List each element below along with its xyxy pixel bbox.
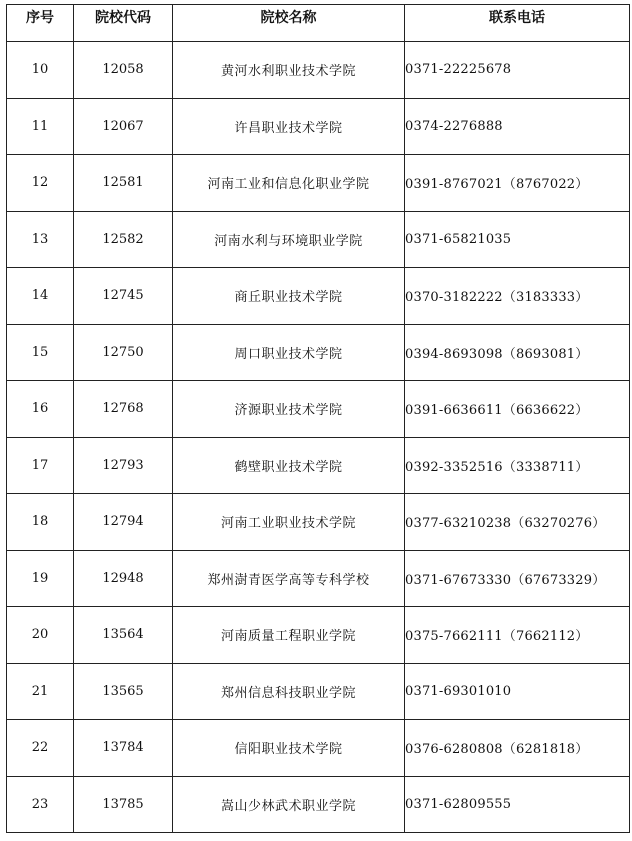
cell-seq: 23: [7, 776, 74, 833]
cell-school-name: 嵩山少林武术职业学院: [173, 776, 405, 833]
cell-seq: 18: [7, 494, 74, 551]
cell-seq: 14: [7, 268, 74, 325]
cell-seq: 16: [7, 381, 74, 438]
cell-phone: 0391-6636611（6636622）: [405, 381, 630, 438]
cell-phone: 0371-65821035: [405, 211, 630, 268]
cell-code: 12745: [74, 268, 173, 325]
cell-school-name: 鹤壁职业技术学院: [173, 437, 405, 494]
cell-phone: 0392-3352516（3338711）: [405, 437, 630, 494]
cell-phone: 0376-6280808（6281818）: [405, 720, 630, 777]
table-row: [7, 324, 630, 381]
cell-code: 12768: [74, 381, 173, 438]
cell-code: 12058: [74, 42, 173, 99]
cell-seq: 22: [7, 720, 74, 777]
cell-school-name: 黄河水利职业技术学院: [173, 42, 405, 99]
cell-school-name: 商丘职业技术学院: [173, 268, 405, 325]
table-row: [7, 268, 630, 325]
cell-phone: 0371-67673330（67673329）: [405, 550, 630, 607]
table-row: [7, 607, 630, 664]
cell-seq: 20: [7, 607, 74, 664]
header-seq: 序号: [7, 5, 74, 42]
header-name: 院校名称: [173, 5, 405, 42]
header-phone: 联系电话: [405, 5, 630, 42]
table-row: [7, 381, 630, 438]
cell-code: 13785: [74, 776, 173, 833]
cell-code: 13784: [74, 720, 173, 777]
cell-code: 12794: [74, 494, 173, 551]
cell-school-name: 信阳职业技术学院: [173, 720, 405, 777]
cell-seq: 17: [7, 437, 74, 494]
cell-school-name: 郑州信息科技职业学院: [173, 663, 405, 720]
cell-phone: 0371-62809555: [405, 776, 630, 833]
cell-phone: 0371-69301010: [405, 663, 630, 720]
table-body: [7, 42, 630, 833]
cell-seq: 15: [7, 324, 74, 381]
cell-phone: 0377-63210238（63270276）: [405, 494, 630, 551]
cell-code: 13564: [74, 607, 173, 664]
cell-phone: 0391-8767021（8767022）: [405, 155, 630, 212]
cell-school-name: 河南工业职业技术学院: [173, 494, 405, 551]
cell-school-name: 郑州澍青医学高等专科学校: [173, 550, 405, 607]
table-row: [7, 720, 630, 777]
cell-code: 12793: [74, 437, 173, 494]
cell-code: 13565: [74, 663, 173, 720]
cell-phone: 0375-7662111（7662112）: [405, 607, 630, 664]
table-row: [7, 494, 630, 551]
cell-phone: 0394-8693098（8693081）: [405, 324, 630, 381]
cell-code: 12750: [74, 324, 173, 381]
cell-seq: 10: [7, 42, 74, 99]
table-row: [7, 211, 630, 268]
cell-school-name: 济源职业技术学院: [173, 381, 405, 438]
header-code: 院校代码: [74, 5, 173, 42]
school-contact-table: [6, 4, 630, 833]
table-header: [7, 5, 630, 42]
table-row: [7, 155, 630, 212]
cell-school-name: 河南质量工程职业学院: [173, 607, 405, 664]
cell-code: 12582: [74, 211, 173, 268]
table-row: [7, 776, 630, 833]
cell-seq: 12: [7, 155, 74, 212]
cell-phone: 0374-2276888: [405, 98, 630, 155]
table-row: [7, 437, 630, 494]
cell-school-name: 河南水利与环境职业学院: [173, 211, 405, 268]
header-row: [7, 5, 630, 42]
table-row: [7, 550, 630, 607]
cell-seq: 19: [7, 550, 74, 607]
cell-phone: 0370-3182222（3183333）: [405, 268, 630, 325]
cell-school-name: 周口职业技术学院: [173, 324, 405, 381]
cell-school-name: 河南工业和信息化职业学院: [173, 155, 405, 212]
table-row: [7, 663, 630, 720]
cell-phone: 0371-22225678: [405, 42, 630, 99]
table-row: [7, 42, 630, 99]
cell-school-name: 许昌职业技术学院: [173, 98, 405, 155]
cell-code: 12581: [74, 155, 173, 212]
cell-seq: 21: [7, 663, 74, 720]
cell-seq: 11: [7, 98, 74, 155]
cell-seq: 13: [7, 211, 74, 268]
table-row: [7, 98, 630, 155]
cell-code: 12948: [74, 550, 173, 607]
cell-code: 12067: [74, 98, 173, 155]
